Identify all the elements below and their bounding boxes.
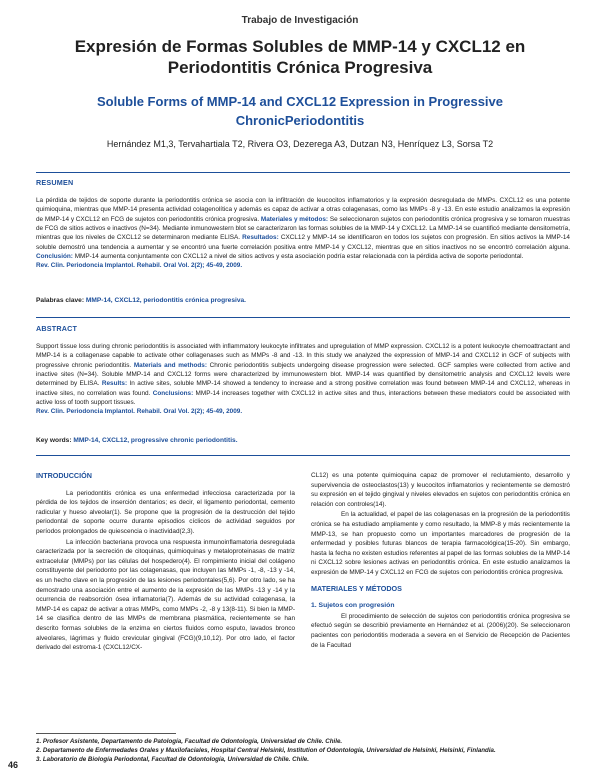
article-title-english: Soluble Forms of MMP-14 and CXCL12 Expression in Progressive ChronicPeriodontitis — [97, 94, 503, 128]
resumen-methods: Se seleccionaron sujetos con periodontitis crónica progresiva y se tomaron muestras de FCG de sitios activos e inactivos (N=34). Mediante inmunowestern blot se caracterizaron las formas solubles de la MMP-14 y CXCL12. La MMP-14 se cuantificó mediante densitometría, mientras que los niveles de CXCL12 se determinaron mediante ELISA. — [36, 215, 570, 242]
abstract-methods-label: Materials and methods: — [133, 361, 207, 369]
palabras-clave — [36, 297, 570, 304]
methods-paragraph: El procedimiento de selección de sujetos con periodontitis crónica progresiva se efectuó según se describió previamente en Hernández et al. (2006)(20). Se seleccionaron pacientes con periodontitis moderada a severa en el Servicio de Recepción de Pacientes de la Facultad — [311, 612, 570, 649]
abstract-results-label: Results: — [101, 380, 128, 388]
article-title-spanish: Expresión de Formas Solubles de MMP-14 y CXCL12 en Periodontitis Crónica Progresiva — [74, 37, 526, 77]
palabras-clave-label: Palabras clave: — [36, 297, 85, 304]
resumen-intro: La pérdida de tejidos de soporte durante la periodontitis crónica se asocia con la infiltración de leucocitos inflamatorios y la expresión desregulada de MMPs. CXCL12 es una potente quimioquina, mientras que MMP-14 presenta actividad colagenolítica y además es capaz de activar a otras colagenasas, como las MMPs -8 y -13. En este estudio analizamos la expresión de MMP-14 y CXCL12 en FCG de sujetos con periodontitis crónica progresiva. — [36, 197, 570, 223]
abstract-conclusions-label: Conclusions: — [152, 389, 194, 397]
abstract-conclusions: MMP-14 increases together with CXCL12 in active sites and thus, interactions between these mediators could be associated with active loss of tooth support tissues. — [36, 389, 570, 407]
footnote-divider — [36, 733, 176, 734]
divider — [36, 172, 570, 173]
intro-paragraph: La infección bacteriana provoca una respuesta inmunoinflamatoria desregulada caracterizada por la secreción de citoquinas, quimioquinas y metaloproteinasas de matriz extracelular (MMPs) por las células del hospedero(4). El rompimiento inicial del colágeno constituyente del periodonto por las colagenasas, que incluyen las MMPs -1, -8, -13 y -14, es un hecho clave en la progresión de las lesiones periodontales(5,6). Por otro lado, se ha demostrado una asociación entre el aumento de la expresión de las MMPs -13 y -14 y la ocurrencia de reabsorción ósea inflamatoria(7). Además de su actividad colagenasa, la MMP-14 es capaz de activar a otras MMPs, como MMPs -2, -8 y 13(8-11). Si bien la MMP-14 se clasifica dentro de las MMPs de membrana plasmática, recientemente se han descrito formas solubles de la enzima en ciertos fluidos como esputo, lavados bronco alveolares, lágrimas y fluido crevicular gingival (FCG)(9,10,12). Por otro lado, el factor derivado del estroma-1 (CXCL12/CX- — [36, 538, 295, 652]
left-column — [36, 471, 295, 654]
keywords — [36, 437, 570, 444]
divider — [36, 455, 570, 456]
abstract-methods: Chronic periodontitis subjects undergoing disease progression were selected. GCF samples were collected from active and inactive sites (N=34). Soluble MMP-14 and CXCL12 forms were characterized by immunowestern blot. MMP-14 was quantified by densitometric analysis and CXCL12 levels were determined by ELISA. — [36, 361, 570, 388]
resumen-results: CXCL12 y MMP-14 se identificaron en todos los sujetos con progresión. En sitios activos la MMP-14 soluble demostró una tendencia a aumentar y se encontró una fuerte correlación positiva entre MMP-14 y CXCL12, mientras que en sitios inactivos no se encontró correlación alguna. — [36, 234, 570, 251]
methods-subheading: 1. Sujetos con progresión — [311, 602, 395, 610]
footnotes — [36, 737, 570, 764]
resumen-results-label: Resultados: — [242, 234, 279, 242]
divider — [36, 317, 570, 318]
section-label: Trabajo de Investigación — [241, 15, 359, 26]
resumen-citation: Rev. Clin. Periodoncia Implantol. Rehabil. Oral Vol. 2(2); 45-49, 2009. — [36, 262, 243, 270]
abstract-intro: Support tissue loss during chronic periodontitis is associated with inflammatory leukocyte infiltrates and upregulation of MMP expression. CXCL12 is a potent leukocyte chemoattractant and MMP-14 is a collagenase capable to activate other collagenases such as MMPs -8 and -13. In this study we analyzed the expression of MMP-14 and CXCL12 in GCF of subjects with progressive chronic periodontitis. — [36, 343, 570, 369]
resumen-conclusion: MMP-14 aumenta conjuntamente con CXCL12 a nivel de sitios activos y esta asociación podría estar relacionada con la pérdida activa de soporte periodontal. — [74, 253, 524, 261]
intro-paragraph: La periodontitis crónica es una enfermedad infecciosa caracterizada por la pérdida de los tejidos de inserción dentarios; es decir, el ligamento periodontal, cemento radicular y hueso alveolar(1). Se propone que la progresión de la destrucción del tejido periodontal de soporte ocurre durante episodios cíclicos de actividad seguidos por períodos prolongados de quiescencia o inactividad(2,3). — [36, 489, 295, 535]
footnote: 3. Laboratorio de Biología Periodontal, Facultad de Odontología, Universidad de Chile. Chile. — [36, 756, 309, 763]
methods-heading: MATERIALES Y MÉTODOS — [311, 583, 402, 593]
resumen-conclusion-label: Conclusión: — [36, 253, 73, 261]
intro-paragraph: CL12) es una potente quimioquina capaz de promover el reclutamiento, desarrollo y supervivencia de osteoclastos(13) y leucocitos inflamatorios y recientemente se demostró su expresión en el tejido gingival y niveles elevados en sujetos con periodontitis crónica en relación con controles(14). — [311, 472, 570, 508]
resumen-methods-label: Materiales y métodos: — [260, 215, 329, 223]
footnote: 1. Profesor Asistente, Departamento de Patología, Facultad de Odontología, Universidad de Chile. Chile. — [36, 738, 343, 745]
resumen-body — [36, 196, 570, 271]
keywords-label: Key words: — [36, 437, 72, 444]
resumen-heading: RESUMEN — [36, 178, 74, 187]
introduccion-heading: INTRODUCCIÓN — [36, 471, 92, 480]
abstract-body — [36, 342, 570, 417]
keywords-values: MMP-14, CXCL12, progressive chronic periodontitis. — [73, 437, 238, 444]
abstract-heading: ABSTRACT — [36, 324, 78, 333]
footnote: 2. Departamento de Enfermedades Orales y Maxilofaciales, Hospital Central Helsinki, Institution of Odontología, Universidad de Helsinki, Helsinki, Finlandia. — [36, 747, 496, 754]
page-number: 46 — [8, 760, 19, 770]
palabras-clave-values: MMP-14, CXCL12, periodontitis crónica progresiva. — [85, 297, 246, 304]
right-column — [311, 471, 570, 651]
author-list: Hernández M1,3, Tervahartiala T2, Rivera O3, Dezerega A3, Dutzan N3, Henríquez L3, Sorsa T2 — [106, 139, 494, 149]
abstract-results: In active sites, soluble MMP-14 showed a tendency to increase and a strong positive correlation was found between MMP-14 and CXCL12, whereas in inactive sites, no correlation was found. — [36, 380, 570, 397]
intro-paragraph: En la actualidad, el papel de las colagenasas en la progresión de la periodontitis crónica se ha estudiado ampliamente y como resultado, la MMP-8 y más recientemente la MMP-13, se han propuesto como un importantes marcadores de progresión de la enfermedad y posibles futuras blancos de terapia farmacológica(15-20). Sin embargo, hasta la fecha no existen estudios referentes al papel de las formas solubles de la MMP-14 ni CXCL12 sobre lesiones activas en periodontitis crónica. En este estudio analizamos la expresión de MMP-14 y CXCL12 en FCG de sujetos con periodontitis crónica progresiva. — [311, 511, 570, 576]
abstract-citation: Rev. Clin. Periodoncia Implantol. Rehabil. Oral Vol. 2(2); 45-49, 2009. — [36, 408, 243, 416]
